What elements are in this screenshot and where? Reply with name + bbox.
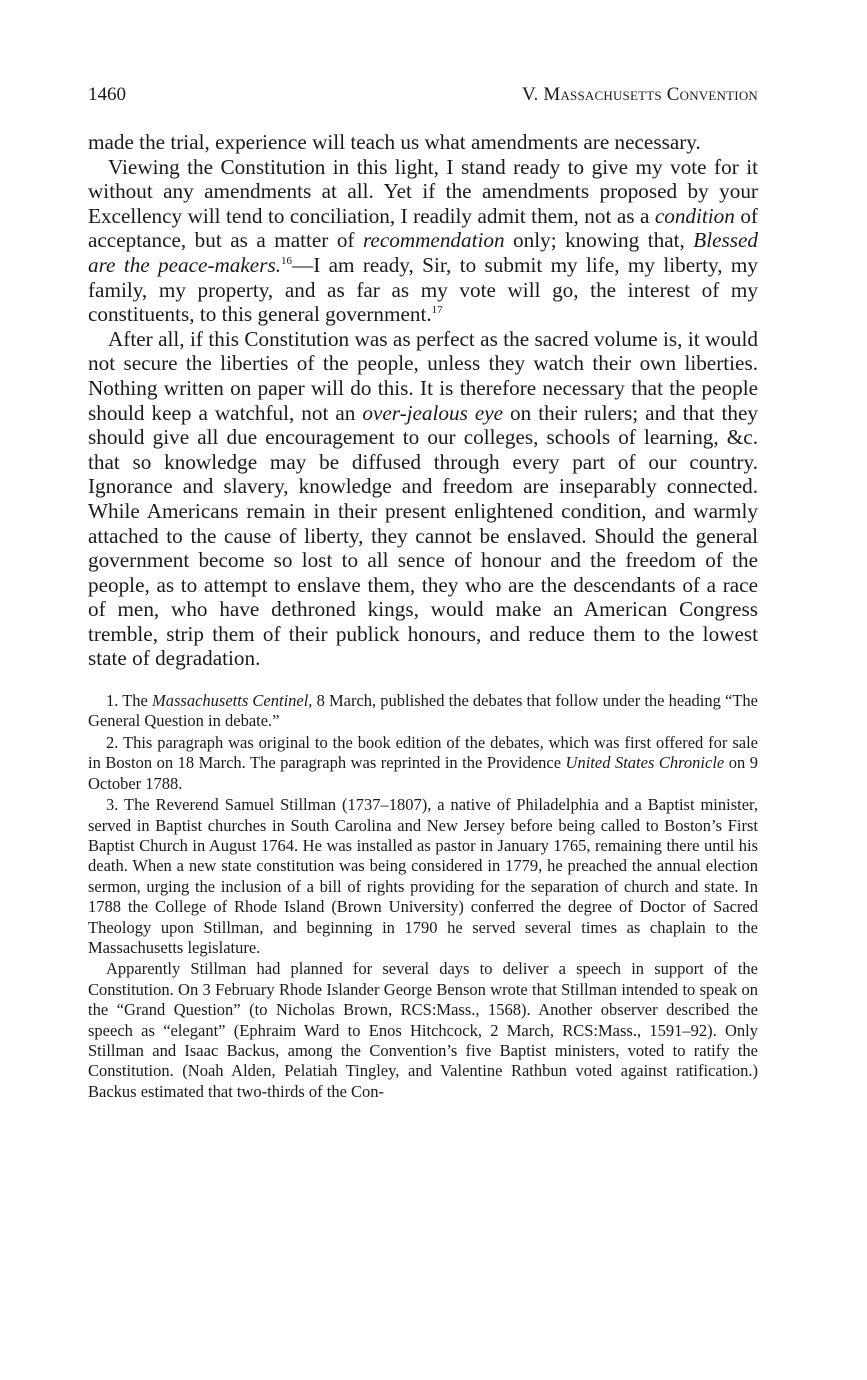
text-run: 8 March, published the debates that follow under the heading “The General Question in debate.” [88,691,758,731]
text-run: After all, if this Constitution was as perfect as the sacred volume is, it would not secure the liberties of the people, unless they watch their own liberties. Nothing written on paper will do this. It is therefore necessary that the people should keep a watchful, not an [88,326,758,425]
footnote-3: 3. The Reverend Samuel Stillman (1737–1807), a native of Philadelphia and a Baptist minister, served in Baptist churches in South Carolina and New Jersey before being called to Boston’s First Baptist Church in August 1764. He was installed as pastor in January 1765, remaining there until his death. When a new state constitution was being considered in 1779, he preached the annual election sermon, urging the inclusion of a bill of rights providing for the separation of church and state. In 1788 the College of Rhode Island (Brown University) conferred the degree of Doctor of Sacred Theology upon Stillman, and beginning in 1790 he served several times as chaplain to the Massachusetts legislature. [88,795,758,957]
document-page [88,82,758,1102]
paragraph-continuation: made the trial, experience will teach us what amendments are necessary. [88,130,701,154]
footnote-3-continued: Apparently Stillman had planned for several days to deliver a speech in support of the Constitution. On 3 February Rhode Islander George Benson wrote that Stillman intended to speak on the “Grand Question” (to Nicholas Brown, RCS:Mass., 1568). Another observer described the speech as “elegant” (Ephraim Ward to Enos Hitchcock, 2 March, RCS:Mass., 1591–92). Only Stillman and Isaac Backus, among the Convention’s five Baptist ministers, voted to ratify the Constitution. (Noah Alden, Pelatiah Tingley, and Valentine Rathbun voted against ratification.) Backus estimated that two-thirds of the Con- [88,959,758,1101]
footnotes [88,691,758,1102]
italic-text: recommendation [362,228,505,253]
italic-text: Massachusetts Centinel, [152,691,313,711]
italic-text: condition [654,203,735,228]
italic-text: Blessed are the peace-makers. [88,228,759,277]
footnote-1 [88,691,758,732]
text-run: of acceptance, but as a matter of [88,203,758,253]
italic-text: over-jealous eye [362,400,504,425]
paragraph-constitution-vote [88,155,758,327]
footnote-2 [88,733,758,794]
page-number: 1460 [88,84,126,105]
text-run: on 9 October 1788. [88,753,759,793]
main-text [88,130,758,671]
text-run: 2. This paragraph was original to the book edition of the debates, which was first offered for sale in Boston on 18 March. The paragraph was reprinted in the Providence [88,732,758,773]
italic-text: United States Chronicle [565,753,725,773]
text-run: only; knowing that, [504,228,694,253]
text-run: 1. The [106,691,153,711]
footnote-marker[interactable]: 16 [281,254,292,267]
running-title: V. Massachusetts Convention [522,84,758,105]
footnote-marker[interactable]: 17 [431,304,443,317]
paragraph-liberties [88,327,758,671]
text-run: on their rulers; and that they should give all due encouragement to our colleges, schools of learning, &c. that so knowledge may be diffused through every part of our country. Ignorance and slavery, knowledge and freedom are inseparably connected. While Americans remain in their present enlightened condition, and warmly attached to the cause of liberty, they cannot be enslaved. Should the general government become so lost to all sence of honour and the freedom of the people, as to attempt to enslave them, they who are the descendants of a race of men, who have dethroned kings, would make an American Congress tremble, strip them of their publick honours, and reduce them to the lowest state of degradation. [88,400,758,671]
text-run: Viewing the Constitution in this light, I stand ready to give my vote for it without any amendments at all. Yet if the amendments proposed by your Excellency will tend to conciliation, I readily admit them, not as a [88,154,758,228]
text-run: —I am ready, Sir, to submit my life, my liberty, my family, my property, and as far as my vote will go, the interest of my constituents, to this general government. [88,252,758,327]
running-header [88,82,758,108]
